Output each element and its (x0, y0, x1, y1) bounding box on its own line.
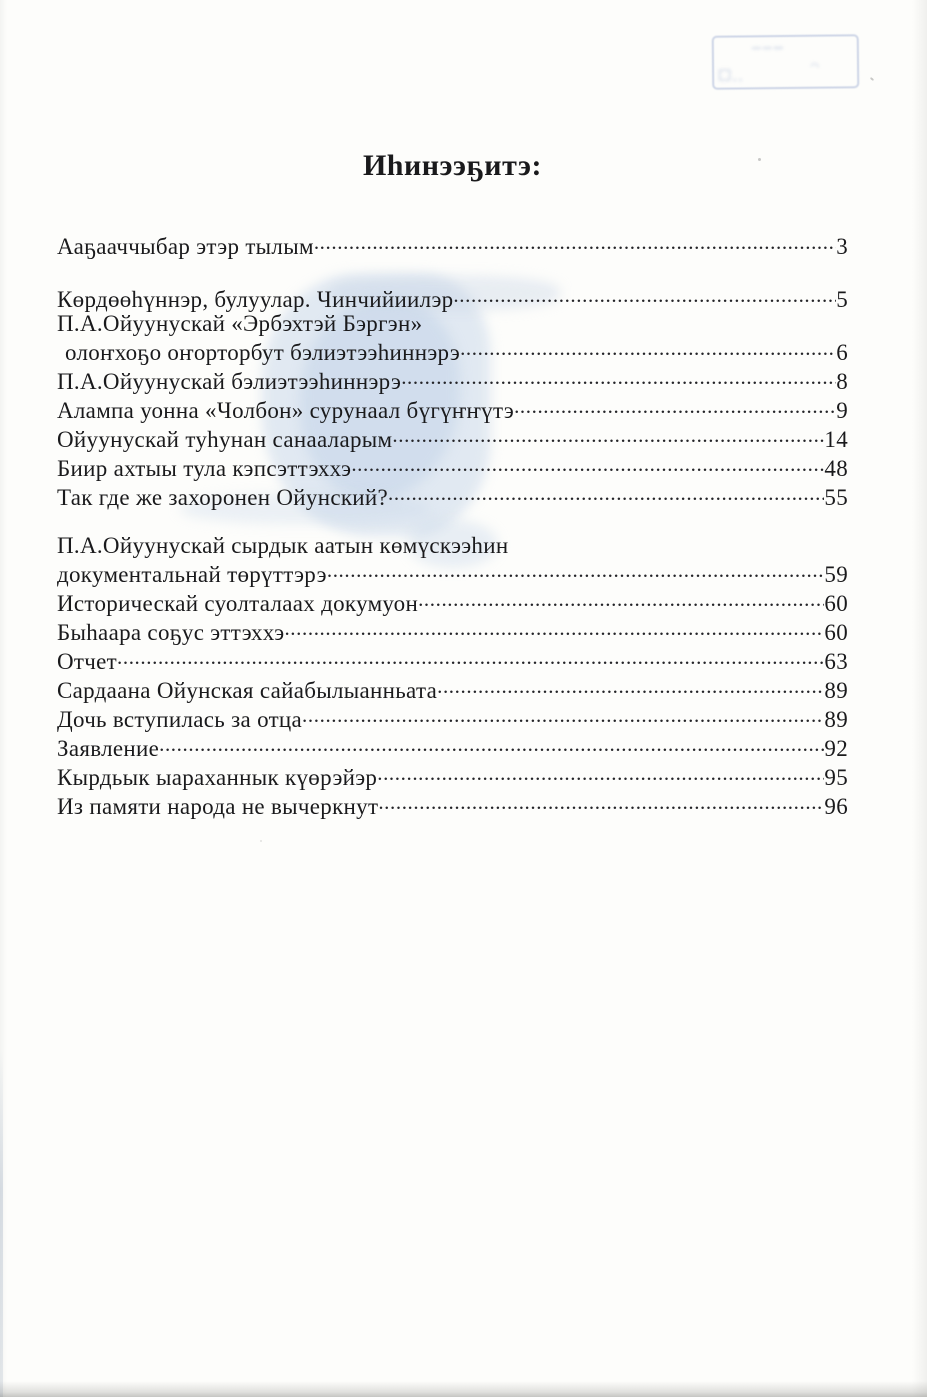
toc-entry (57, 761, 848, 790)
scan-edge-left (0, 1050, 3, 1397)
toc-dot-leader (392, 423, 824, 447)
toc-entry (57, 587, 848, 616)
toc-dot-leader (453, 283, 836, 307)
toc-page-number: 14 (824, 427, 848, 452)
toc-section (57, 283, 848, 510)
toc-entry-title: Быһаара соҕус эттэххэ (57, 620, 285, 645)
toc-page-number: 8 (836, 369, 848, 394)
toc-dot-leader (302, 703, 824, 727)
toc-entry-title: Дочь вступилась за отца (57, 707, 303, 732)
toc-entry (57, 230, 848, 259)
toc-dot-leader (159, 732, 824, 756)
toc-dot-leader (437, 674, 824, 698)
toc-entry-title: Заявление (57, 736, 160, 761)
toc-dot-leader (401, 365, 836, 389)
toc-entry (57, 616, 848, 645)
toc-entry (57, 790, 848, 819)
toc-entry (57, 394, 848, 423)
scan-speck (260, 840, 262, 842)
toc-entry-title: П.А.Ойуунускай бэлиэтээһиннэрэ (57, 369, 402, 394)
toc-dot-leader (377, 761, 824, 785)
toc-entry-title: П.А.Ойуунускай «Эрбэхтэй Бэргэн» (57, 311, 423, 336)
toc-dot-leader (351, 452, 824, 476)
toc-content (57, 148, 848, 819)
toc-entry (57, 423, 848, 452)
stamp-faded-text: ᐟᐠ (809, 60, 821, 75)
page-title: Иһинээҕитэ: (362, 149, 543, 182)
toc-entry (57, 283, 848, 312)
stamp-faded-text: ┄┄╌ (751, 39, 786, 58)
toc-entry-title: Көрдөөһүннэр, булуулар. Чинчийиилэр (57, 287, 454, 312)
toc-entry (57, 558, 848, 587)
toc (57, 230, 848, 819)
toc-entry-title: Ааҕааччыбар этэр тылым (57, 234, 314, 259)
toc-entry (57, 365, 848, 394)
toc-entry (57, 732, 848, 761)
toc-entry (57, 645, 848, 674)
toc-page-number: 55 (824, 485, 848, 510)
toc-page-number: 63 (824, 649, 848, 674)
toc-page-number: 6 (836, 340, 848, 365)
toc-page-number: 48 (824, 456, 848, 481)
toc-page-number: 5 (836, 287, 848, 312)
stamp-faded-text: □˯˰ (718, 66, 744, 83)
toc-entry-title: олоҥхоҕо оҥорторбут бэлиэтээһиннэрэ (65, 340, 461, 365)
toc-page-number: 9 (836, 398, 848, 423)
toc-page-number: 89 (824, 678, 848, 703)
library-stamp (712, 34, 860, 90)
toc-entry-title: Кырдьык ыараханнык күөрэйэр (57, 765, 378, 790)
toc-entry (57, 336, 848, 365)
toc-entry-title: Отчет (57, 649, 117, 674)
toc-entry-title: Биир ахтыы тула кэпсэттэххэ (57, 456, 352, 481)
toc-dot-leader (117, 645, 824, 669)
toc-entry-title: Сардаана Ойунская сайабылыанньата (57, 678, 438, 703)
scan-speck (870, 77, 874, 81)
toc-dot-leader (514, 394, 836, 418)
toc-entry (57, 703, 848, 732)
toc-entry-title: документальнай төрүттэрэ (57, 562, 327, 587)
toc-entry (57, 452, 848, 481)
toc-page-number: 95 (824, 765, 848, 790)
toc-dot-leader (460, 336, 836, 360)
toc-entry (57, 312, 848, 336)
toc-dot-leader (378, 790, 824, 814)
toc-entry-title: Историческай суолталаах докумуон (57, 591, 419, 616)
toc-page-number: 59 (824, 562, 848, 587)
toc-dot-leader (418, 587, 824, 611)
toc-entry (57, 481, 848, 510)
toc-page-number: 89 (824, 707, 848, 732)
toc-page-number: 96 (824, 794, 848, 819)
toc-section (57, 230, 848, 259)
toc-page-number: 60 (824, 591, 848, 616)
scan-edge-bottom (0, 1381, 927, 1397)
toc-dot-leader (314, 230, 836, 254)
toc-page-number: 60 (824, 620, 848, 645)
toc-page-number: 92 (824, 736, 848, 761)
toc-entry-title: Алампа уонна «Чолбон» сурунаал бүгүҥҥүтэ (57, 398, 515, 423)
toc-entry (57, 674, 848, 703)
toc-section (57, 534, 848, 819)
toc-entry-title: Так где же захоронен Ойунский? (57, 485, 389, 510)
toc-dot-leader (388, 481, 824, 505)
toc-dot-leader (327, 558, 825, 582)
toc-page-number: 3 (836, 234, 848, 259)
toc-entry (57, 534, 848, 558)
toc-entry-title: П.А.Ойуунускай сырдык аатын көмүскээһин (57, 533, 509, 558)
toc-dot-leader (284, 616, 824, 640)
toc-entry-title: Ойуунускай туһунан санааларым (57, 427, 393, 452)
toc-entry-title: Из памяти народа не вычеркнут (57, 794, 379, 819)
